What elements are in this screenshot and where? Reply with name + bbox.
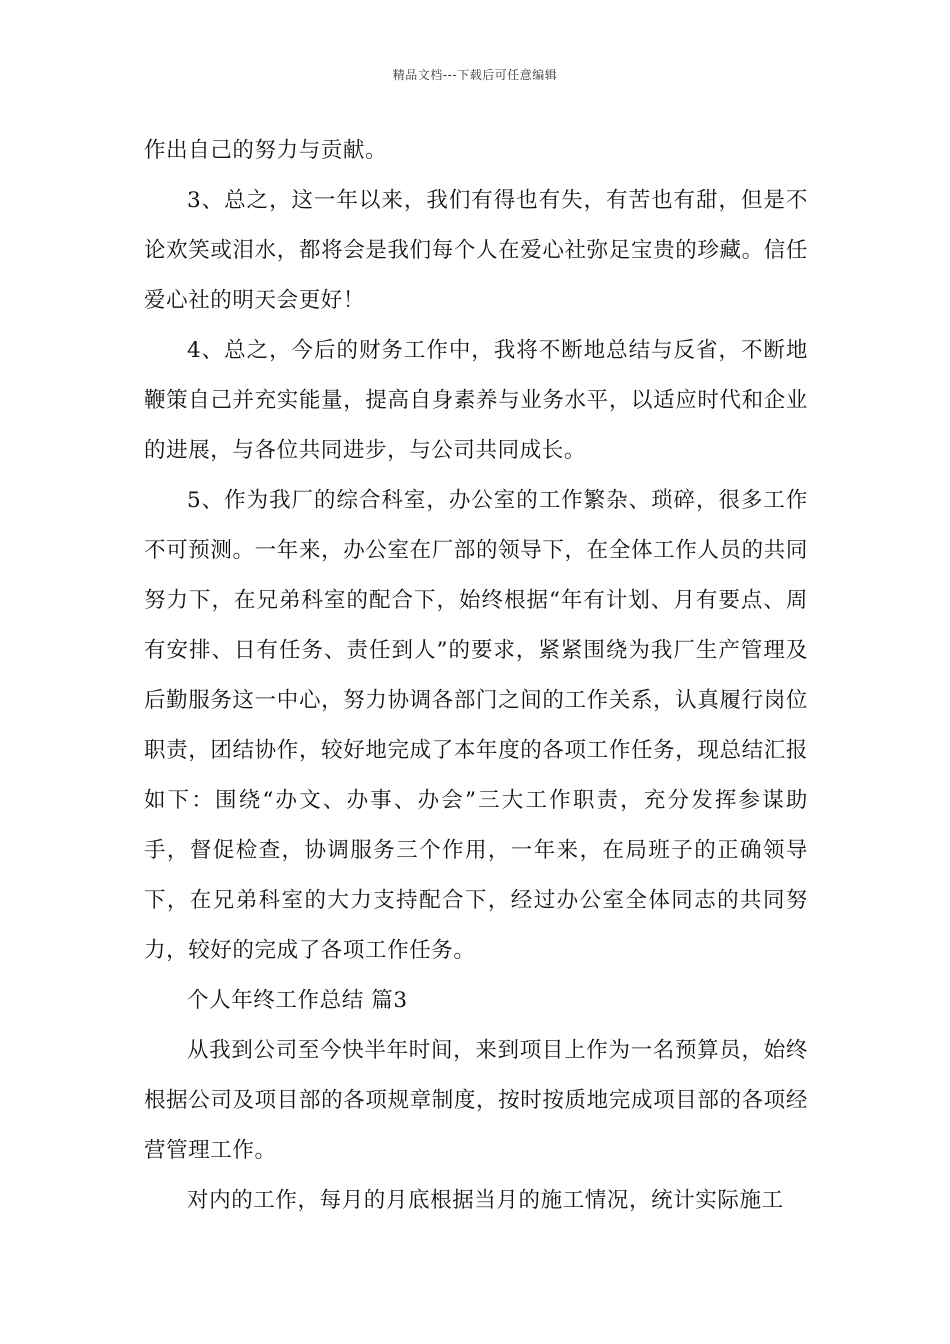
paragraph-5: 从我到公司至今快半年时间，来到项目上作为一名预算员，始终根据公司及项目部的各项规章制度，按时按质地完成项目部的各项经营管理工作。 bbox=[144, 1038, 808, 1163]
paragraph-3: 4、总之，今后的财务工作中，我将不断地总结与反省，不断地鞭策自己并充实能量，提高自身素养与业务水平，以适应时代和企业的进展，与各位共同进步，与公司共同成长。 bbox=[144, 338, 808, 463]
page-header: 精品文档---下载后可任意编辑 bbox=[392, 68, 558, 82]
paragraph-6: 对内的工作，每月的月底根据当月的施工情况，统计实际施工 bbox=[187, 1188, 784, 1213]
document-body bbox=[144, 126, 808, 1226]
section-heading: 个人年终工作总结 篇3 bbox=[187, 988, 408, 1013]
paragraph-4: 5、作为我厂的综合科室，办公室的工作繁杂、琐碎，很多工作不可预测。一年来，办公室在厂部的领导下，在全体工作人员的共同努力下，在兄弟科室的配合下，始终根据“年有计划、月有要点、周有安排、日有任务、责任到人”的要求，紧紧围绕为我厂生产管理及后勤服务这一中心，努力协调各部门之间的工作关系，认真履行岗位职责，团结协作，较好地完成了本年度的各项工作任务，现总结汇报如下：围绕“办文、办事、办会”三大工作职责，充分发挥参谋助手，督促检查，协调服务三个作用，一年来，在局班子的正确领导下，在兄弟科室的大力支持配合下，经过办公室全体同志的共同努力，较好的完成了各项工作任务。 bbox=[144, 488, 808, 963]
paragraph-2: 3、总之，这一年以来，我们有得也有失，有苦也有甜，但是不论欢笑或泪水，都将会是我们每个人在爱心社弥足宝贵的珍藏。信任爱心社的明天会更好！ bbox=[144, 188, 808, 313]
paragraph-1: 作出自己的努力与贡献。 bbox=[144, 138, 388, 163]
